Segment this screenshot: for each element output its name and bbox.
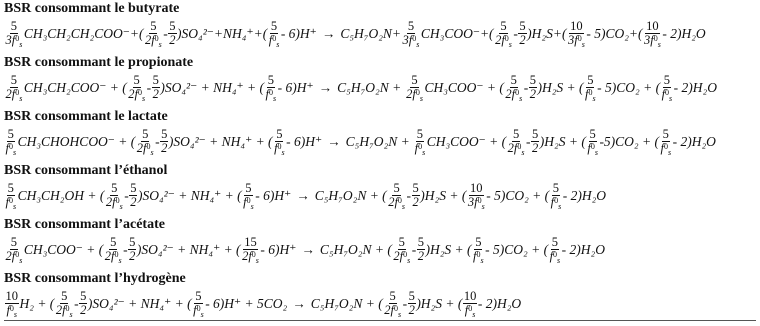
fraction-denominator: $f^0_s$ xyxy=(243,195,254,212)
equation-lactate xyxy=(4,127,716,158)
equation-term: - xyxy=(124,187,129,203)
fraction-denominator: $2f^0_s$ xyxy=(55,303,73,320)
fraction-numerator: 5 xyxy=(408,289,415,303)
fraction xyxy=(168,20,176,47)
fraction-denominator: 2 xyxy=(529,87,536,102)
equation-term: CH₃COO⁻+( xyxy=(420,25,494,41)
fraction-numerator: 5 xyxy=(587,73,594,87)
equation-term: -5)CO₂ + ( xyxy=(599,133,659,149)
fraction xyxy=(472,235,485,266)
fraction-denominator: 2 xyxy=(130,195,137,210)
fraction-denominator: 2 xyxy=(519,33,526,48)
fraction-denominator: 2 xyxy=(417,249,424,264)
fraction-denominator: $3f^0_s$ xyxy=(5,33,23,50)
equation-term: - 6)H⁺ xyxy=(277,79,314,95)
equation-term: - 5)CO₂ + ( xyxy=(597,79,661,95)
equation-term: CH₃CH₂CH₂COO⁻+( xyxy=(23,25,144,41)
fraction-numerator: 5 xyxy=(662,127,669,141)
fraction xyxy=(144,19,163,50)
equation-term: - xyxy=(155,133,160,149)
fraction-denominator: $3f^0_s$ xyxy=(644,33,661,50)
fraction-denominator: $f^0_s$ xyxy=(274,141,285,158)
equation-term: - xyxy=(523,79,529,95)
equation-term: - 5)CO₂ + ( xyxy=(486,187,550,203)
equation-term: - 2)H₂O xyxy=(477,295,522,311)
fraction-numerator: 5 xyxy=(10,73,18,87)
equation-term: - xyxy=(402,295,408,311)
fraction-denominator: $f^0_s$ xyxy=(660,141,672,158)
fraction xyxy=(104,235,123,266)
fraction xyxy=(5,127,18,158)
fraction xyxy=(586,127,599,158)
fraction xyxy=(463,289,478,320)
fraction-numerator: 5 xyxy=(510,73,517,87)
fraction xyxy=(129,182,137,209)
fraction-numerator: 15 xyxy=(244,235,257,249)
fraction-numerator: 10 xyxy=(646,19,659,33)
fraction-numerator: 5 xyxy=(475,235,482,249)
fraction-numerator: 5 xyxy=(111,181,118,195)
equation-term: C₅H₇O₂N + xyxy=(337,79,405,95)
equation-hydrogen xyxy=(4,289,522,320)
fraction-numerator: 5 xyxy=(389,289,396,303)
equation-term: - 2)H₂O xyxy=(672,133,716,149)
fraction-denominator: $f^0_s$ xyxy=(5,141,17,158)
fraction xyxy=(79,290,87,317)
fraction-denominator: $f^0_s$ xyxy=(193,303,204,320)
fraction xyxy=(192,289,205,320)
equation-propionate xyxy=(4,73,717,104)
fraction-numerator: 5 xyxy=(7,181,14,195)
bottom-rule xyxy=(4,320,756,321)
fraction xyxy=(507,127,526,158)
fraction xyxy=(273,127,286,158)
fraction-denominator: 2 xyxy=(412,195,419,210)
equation-term: - xyxy=(513,25,518,41)
fraction-numerator: 10 xyxy=(463,289,477,303)
fraction xyxy=(241,235,260,266)
fraction xyxy=(392,235,411,266)
fraction-denominator: $f^0_s$ xyxy=(549,249,561,266)
equation-term: - xyxy=(411,241,417,257)
equation-term: - 6)H⁺ xyxy=(286,133,323,149)
equation-term: C₅H₇O₂N + ( xyxy=(319,241,392,257)
equation-term: - 6)H⁺ xyxy=(260,241,297,257)
fraction xyxy=(550,181,563,212)
fraction-numerator: 10 xyxy=(470,181,483,195)
fraction-denominator: $3f^0_s$ xyxy=(567,33,585,50)
fraction-numerator: 5 xyxy=(663,73,670,87)
fraction xyxy=(268,19,281,50)
fraction-denominator: $f^0_s$ xyxy=(265,87,277,104)
fraction-denominator: 2 xyxy=(532,141,539,156)
equation-term: )H₂S + ( xyxy=(420,187,467,203)
heading-butyrate: BSR consommant le butyrate xyxy=(4,1,180,16)
fraction xyxy=(408,290,416,317)
equation-acetate xyxy=(4,235,605,266)
fraction xyxy=(128,236,136,263)
fraction-numerator: 5 xyxy=(169,19,176,33)
equation-term: CH₃COO⁻ + ( xyxy=(426,133,507,149)
fraction-numerator: 5 xyxy=(152,73,159,87)
fraction-denominator: $2f^0_s$ xyxy=(505,87,523,104)
fraction-numerator: 5 xyxy=(150,19,157,33)
fraction xyxy=(55,289,74,320)
fraction-denominator: $f^0_s$ xyxy=(585,87,596,104)
equation-term: H₂ + ( xyxy=(19,295,55,311)
fraction-numerator: 5 xyxy=(161,127,168,141)
fraction-denominator: $f^0_s$ xyxy=(661,87,673,104)
fraction-denominator: $f^0_s$ xyxy=(550,195,562,212)
fraction xyxy=(518,20,526,47)
equation-term: - xyxy=(526,133,531,149)
fraction xyxy=(467,181,486,212)
equation-ethanol xyxy=(4,181,607,212)
reaction-arrow-icon: → xyxy=(296,187,310,203)
fraction-numerator: 10 xyxy=(570,19,583,33)
fraction-denominator: $2f^0_s$ xyxy=(105,195,123,212)
fraction xyxy=(643,19,662,50)
fraction-denominator: $3f^0_s$ xyxy=(467,195,485,212)
equation-term: CH₃CH₂COO⁻ + ( xyxy=(23,79,127,95)
fraction-numerator: 5 xyxy=(529,73,536,87)
reaction-arrow-icon: → xyxy=(327,133,341,149)
fraction-denominator: $3f^0_s$ xyxy=(402,33,420,50)
equation-term: )SO₄²⁻ + NH₄⁺ + ( xyxy=(168,133,273,149)
equation-term: - 2)H₂O xyxy=(673,79,717,95)
fraction xyxy=(414,127,427,158)
fraction xyxy=(584,73,597,104)
fraction-numerator: 5 xyxy=(412,181,419,195)
fraction-denominator: $2f^0_s$ xyxy=(5,87,23,104)
fraction-denominator: $2f^0_s$ xyxy=(242,249,259,266)
equation-term: - xyxy=(406,187,412,203)
fraction-denominator: $2f^0_s$ xyxy=(144,33,162,50)
fraction-numerator: 5 xyxy=(270,19,278,33)
equation-term: )SO₄²⁻ + NH₄⁺ + ( xyxy=(137,187,242,203)
fraction-numerator: 5 xyxy=(80,289,87,303)
equation-term: C₅H₇O₂N + xyxy=(345,133,414,149)
equation-term: CH₃COO⁻ + ( xyxy=(424,79,504,95)
fraction xyxy=(659,127,672,158)
fraction xyxy=(160,128,168,155)
fraction xyxy=(105,181,124,212)
fraction-numerator: 5 xyxy=(512,127,520,141)
equation-term: - xyxy=(146,79,152,95)
fraction xyxy=(661,73,674,104)
fraction xyxy=(383,289,402,320)
fraction-denominator: $2f^0_s$ xyxy=(384,303,402,320)
equation-term: - 6)H⁺ xyxy=(280,25,317,41)
fraction xyxy=(529,74,537,101)
fraction xyxy=(242,181,255,212)
fraction xyxy=(5,289,20,320)
fraction xyxy=(504,73,523,104)
equation-term: - xyxy=(163,25,168,41)
equation-butyrate xyxy=(4,19,706,50)
fraction-denominator: $2f^0_s$ xyxy=(495,33,512,50)
fraction-numerator: 5 xyxy=(276,127,283,141)
fraction-denominator: 2 xyxy=(80,303,87,318)
fraction-numerator: 5 xyxy=(61,289,68,303)
equation-term: - 6)H⁺ + 5CO₂ xyxy=(205,295,288,311)
fraction-denominator: $2f^0_s$ xyxy=(388,195,406,212)
fraction-numerator: 5 xyxy=(110,235,117,249)
heading-acetate: BSR consommant l’acétate xyxy=(4,217,165,232)
fraction-denominator: $2f^0_s$ xyxy=(104,249,122,266)
equation-term: - 6)H⁺ xyxy=(255,187,292,203)
fraction-denominator: $f^0_s$ xyxy=(473,249,484,266)
fraction-numerator: 5 xyxy=(417,235,424,249)
heading-hydrogen: BSR consommant l’hydrogène xyxy=(4,271,186,286)
fraction-numerator: 5 xyxy=(142,127,149,141)
equation-term: C₅H₇O₂N + ( xyxy=(310,295,383,311)
equation-term: - 2)H₂O xyxy=(562,187,607,203)
fraction-numerator: 5 xyxy=(552,181,560,195)
heading-ethanol: BSR consommant l’éthanol xyxy=(4,163,168,178)
fraction-denominator: 2 xyxy=(161,141,168,156)
equation-term: )H₂S + ( xyxy=(539,133,586,149)
equation-term: CH₃COO⁻ + ( xyxy=(23,241,104,257)
fraction xyxy=(152,74,160,101)
fraction xyxy=(5,181,18,212)
fraction xyxy=(412,182,420,209)
equation-term: )H₂S + ( xyxy=(425,241,472,257)
fraction-denominator: $f^0_s$ xyxy=(587,141,598,158)
fraction-denominator: $f^0_s$ xyxy=(5,195,17,212)
fraction-denominator: $2f^0_s$ xyxy=(393,249,411,266)
equation-term: - 2)H₂O xyxy=(662,25,706,41)
equation-term: )H₂S+( xyxy=(527,25,567,41)
equation-term: )H₂S + ( xyxy=(416,295,463,311)
equation-term: - xyxy=(123,241,128,257)
fraction-numerator: 5 xyxy=(267,73,274,87)
equation-term: C₅H₇O₂N+ xyxy=(340,25,402,41)
equation-term: )SO₄²⁻ + NH₄⁺ + ( xyxy=(160,79,265,95)
fraction-numerator: 5 xyxy=(7,127,14,141)
fraction-numerator: 5 xyxy=(551,235,558,249)
fraction-numerator: 5 xyxy=(10,235,18,249)
reaction-arrow-icon: → xyxy=(318,79,333,95)
fraction-numerator: 5 xyxy=(500,19,507,33)
heading-propionate: BSR consommant le propionate xyxy=(4,55,194,70)
fraction-denominator: $2f^0_s$ xyxy=(406,87,423,104)
fraction-denominator: $2f^0_s$ xyxy=(5,249,23,266)
fraction xyxy=(417,236,425,263)
fraction xyxy=(405,73,424,104)
fraction xyxy=(402,19,421,50)
fraction-denominator: $f^0_s$ xyxy=(464,303,476,320)
fraction-numerator: 5 xyxy=(416,127,424,141)
fraction-numerator: 5 xyxy=(245,181,252,195)
fraction-denominator: $f^0_s$ xyxy=(6,303,18,320)
fraction-numerator: 5 xyxy=(133,73,140,87)
fraction-denominator: $f^0_s$ xyxy=(268,33,280,50)
fraction-numerator: 10 xyxy=(5,289,18,303)
equation-term: - 2)H₂O xyxy=(561,241,605,257)
fraction xyxy=(531,128,539,155)
reaction-arrow-icon: → xyxy=(301,241,315,257)
heading-lactate: BSR consommant le lactate xyxy=(4,109,168,124)
fraction-numerator: 5 xyxy=(129,235,136,249)
equation-term: - xyxy=(74,295,79,311)
fraction xyxy=(549,235,562,266)
fraction xyxy=(265,73,278,104)
fraction-numerator: 5 xyxy=(407,19,415,33)
equation-term: )SO₄²⁻ + NH₄⁺ + ( xyxy=(87,295,192,311)
fraction-numerator: 5 xyxy=(130,181,137,195)
fraction-denominator: 2 xyxy=(408,303,415,318)
fraction xyxy=(5,73,24,104)
fraction xyxy=(136,127,155,158)
fraction-numerator: 5 xyxy=(589,127,596,141)
fraction-numerator: 5 xyxy=(393,181,400,195)
equation-term: CH₃CHOHCOO⁻ + ( xyxy=(17,133,136,149)
equation-term: - 5)CO₂+( xyxy=(586,25,643,41)
equation-term: )H₂S + ( xyxy=(537,79,584,95)
fraction xyxy=(5,235,24,266)
fraction-denominator: $2f^0_s$ xyxy=(507,141,525,158)
equation-term: CH₃CH₂OH + ( xyxy=(17,187,105,203)
fraction-denominator: $f^0_s$ xyxy=(414,141,426,158)
fraction xyxy=(127,73,146,104)
reaction-arrow-icon: → xyxy=(292,295,306,311)
fraction xyxy=(494,19,513,50)
fraction-numerator: 5 xyxy=(10,19,18,33)
fraction-numerator: 5 xyxy=(398,235,405,249)
fraction-denominator: 2 xyxy=(152,87,159,102)
fraction-numerator: 5 xyxy=(195,289,202,303)
fraction-denominator: 2 xyxy=(129,249,136,264)
fraction-numerator: 5 xyxy=(411,73,418,87)
equation-term: C₅H₇O₂N + ( xyxy=(314,187,387,203)
equation-term: )SO₄²⁻ + NH₄⁺ + ( xyxy=(136,241,241,257)
equation-term: - 5)CO₂ + ( xyxy=(485,241,549,257)
fraction xyxy=(5,19,24,50)
fraction-numerator: 5 xyxy=(519,19,526,33)
fraction-denominator: $2f^0_s$ xyxy=(128,87,146,104)
fraction-denominator: $2f^0_s$ xyxy=(136,141,154,158)
reaction-arrow-icon: → xyxy=(321,25,336,41)
fraction-denominator: 2 xyxy=(169,33,176,48)
fraction xyxy=(567,19,586,50)
fraction xyxy=(387,181,406,212)
fraction-numerator: 5 xyxy=(532,127,539,141)
equation-term: )SO₄²⁻+NH₄⁺+( xyxy=(177,25,268,41)
